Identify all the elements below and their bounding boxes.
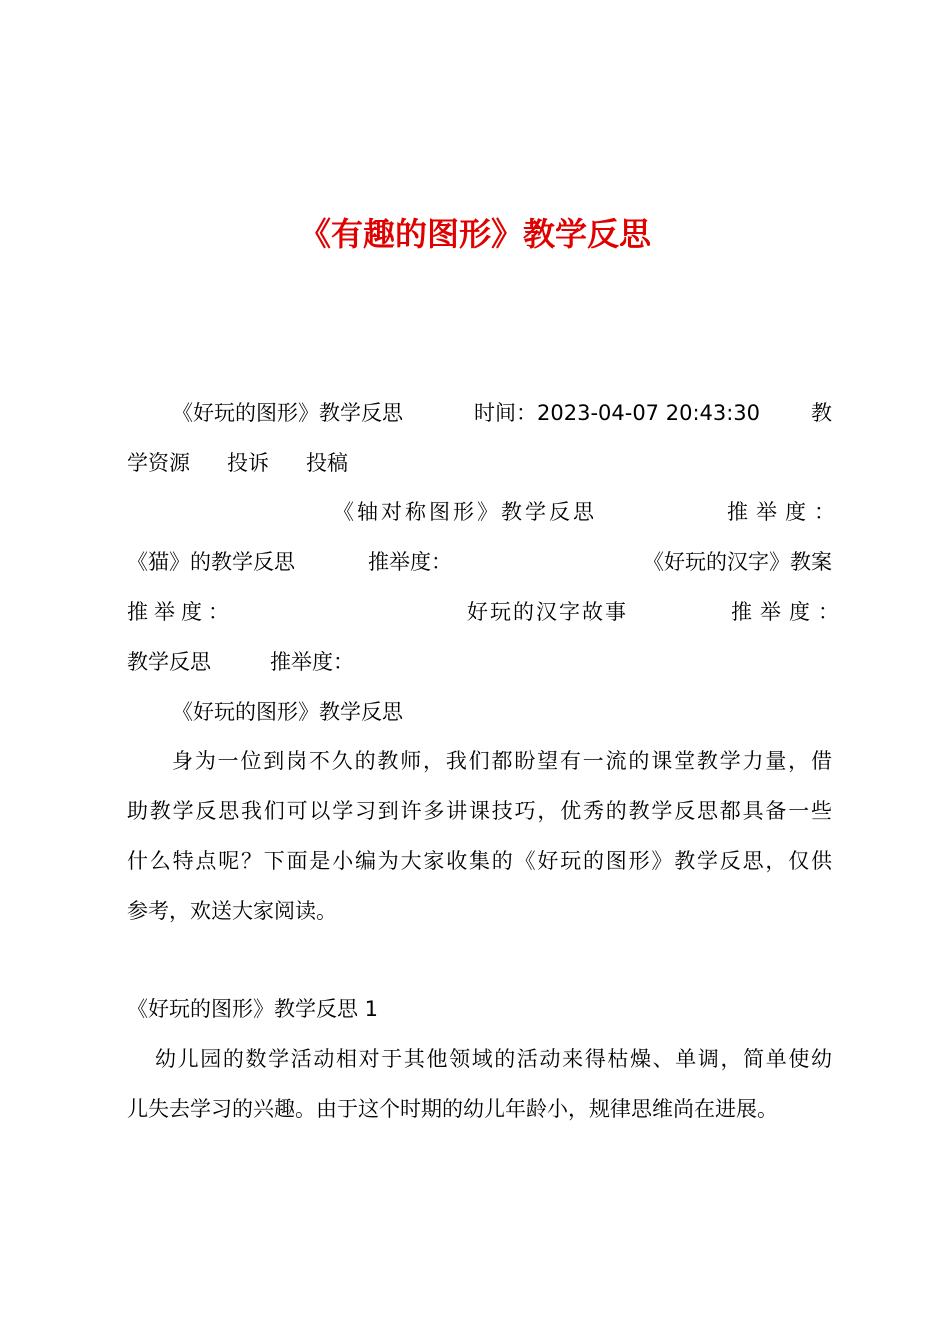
related-link-chinese-chars[interactable]: 《好玩的汉字》教案	[643, 550, 832, 574]
meta-line-2	[127, 448, 832, 478]
recommend-label: 推举度：	[731, 600, 847, 624]
recommend-label: 推举度：	[727, 500, 843, 524]
related-link-chinese-story[interactable]: 好玩的汉字故事	[467, 600, 628, 624]
intro-line-2: 助教学反思我们可以学习到许多讲课技巧，优秀的教学反思都具备一些	[127, 799, 832, 823]
related-link-cat[interactable]: 《猫》的教学反思	[127, 550, 295, 574]
intro-line-4: 参考，欢送大家阅读。	[127, 899, 337, 923]
meta-timestamp: 时间：2023-04-07 20:43:30	[474, 401, 761, 425]
related-line-1	[127, 497, 843, 527]
section-heading: 《好玩的图形》教学反思 1	[127, 997, 379, 1021]
related-line-3	[127, 597, 847, 627]
document-title: 《有趣的图形》教学反思	[298, 215, 651, 253]
article-subtitle	[127, 697, 832, 727]
recommend-label: 推举度：	[127, 600, 235, 624]
related-line-2	[127, 547, 832, 577]
complaint-link[interactable]: 投诉	[227, 451, 269, 475]
recommend-label: 推举度：	[270, 650, 354, 674]
related-link-reflection[interactable]: 教学反思	[127, 650, 211, 674]
meta-line-1	[127, 398, 832, 428]
section-line-1: 幼儿园的数学活动相对于其他领域的活动来得枯燥、单调，简单使幼	[155, 1047, 832, 1071]
related-line-4	[127, 647, 832, 677]
article-subtitle-text: 《好玩的图形》教学反思	[172, 700, 403, 724]
meta-article-title: 《好玩的图形》教学反思	[172, 401, 403, 425]
meta-category-end[interactable]: 学资源	[127, 451, 190, 475]
recommend-label: 推举度：	[368, 550, 452, 574]
meta-category-start: 教	[811, 401, 832, 425]
section-line-2: 儿失去学习的兴趣。由于这个时期的幼儿年龄小，规律思维尚在进展。	[127, 1097, 778, 1121]
related-link-symmetry[interactable]: 《轴对称图形》教学反思	[333, 500, 597, 524]
submit-link[interactable]: 投稿	[306, 451, 348, 475]
intro-line-1: 身为一位到岗不久的教师，我们都盼望有一流的课堂教学力量，借	[172, 749, 832, 773]
intro-line-3: 什么特点呢？下面是小编为大家收集的《好玩的图形》教学反思，仅供	[127, 849, 832, 873]
